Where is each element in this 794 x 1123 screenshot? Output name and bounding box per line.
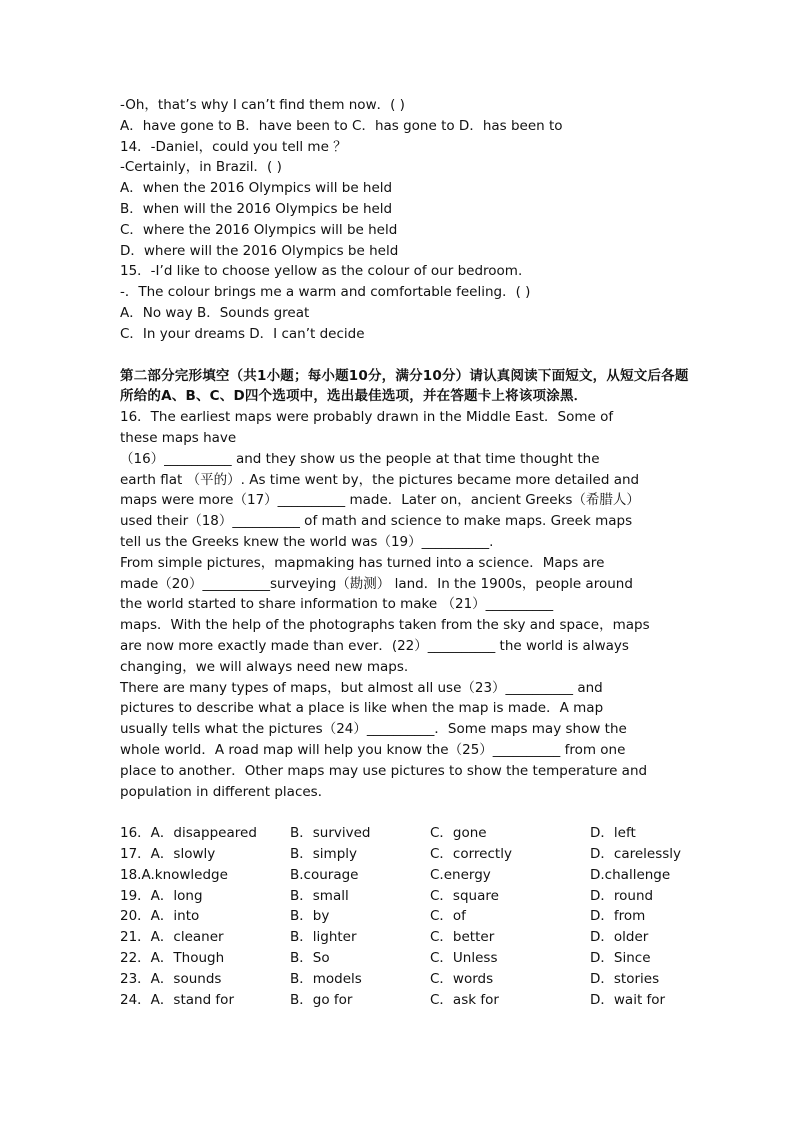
- text-line: 15．-I’d like to choose yellow as the colour of our bedroom.: [120, 263, 523, 280]
- option-c: C．ask for: [430, 991, 499, 1008]
- option-row: [120, 865, 690, 886]
- passage-line: 16．The earliest maps were probably drawn in the Middle East．Some of: [120, 409, 614, 426]
- option-a: 24．A．stand for: [120, 991, 234, 1008]
- passage-line: these maps have: [120, 429, 237, 446]
- passage-line: earth flat （平的）. As time went by，the pictures became more detailed and: [120, 471, 640, 488]
- option-a: 21．A．cleaner: [120, 929, 224, 946]
- option-c: C．gone: [430, 825, 487, 842]
- option-b: B．by: [290, 908, 330, 925]
- option-row: [120, 927, 690, 948]
- text-line: -．The colour brings me a warm and comfortable feeling．( ): [120, 284, 531, 301]
- option-b: B．lighter: [290, 929, 357, 946]
- passage-line: place to another．Other maps may use pictures to show the temperature and: [120, 762, 648, 779]
- option-a: 23．A．sounds: [120, 970, 222, 987]
- text-line: D．where will the 2016 Olympics be held: [120, 242, 399, 259]
- option-b: B.courage: [290, 866, 359, 883]
- passage-line: population in different places．: [120, 783, 332, 800]
- exam-page: [120, 95, 690, 1010]
- option-row: [120, 844, 690, 865]
- option-c: C．correctly: [430, 846, 512, 863]
- text-line: C．In your dreams D．I can’t decide: [120, 325, 365, 342]
- passage-line: usually tells what the pictures（24）__________．Some maps may show the: [120, 721, 627, 738]
- answer-options: [120, 823, 690, 1010]
- option-row: [120, 823, 690, 844]
- option-row: [120, 990, 690, 1011]
- option-c: C．Unless: [430, 950, 498, 967]
- option-d: D．left: [590, 825, 636, 842]
- option-c: C.energy: [430, 866, 491, 883]
- passage-line: maps were more（17）__________ made．Later on，ancient Greeks（希腊人）: [120, 492, 640, 509]
- option-a: 17．A．slowly: [120, 846, 216, 863]
- option-d: D．carelessly: [590, 846, 682, 863]
- section1-questions: [120, 95, 690, 345]
- option-a: 22．A．Though: [120, 950, 225, 967]
- option-b: B．So: [290, 950, 330, 967]
- option-d: D．from: [590, 908, 646, 925]
- option-b: B．small: [290, 887, 349, 904]
- option-d: D．round: [590, 887, 654, 904]
- section-heading: 第二部分完形填空（共1小题；每小题10分，满分10分）请认真阅读下面短文，从短文后各题所给的A、B、C、D四个选项中，选出最佳选项，并在答题卡上将该项涂黑．: [120, 367, 689, 405]
- option-b: B．simply: [290, 846, 358, 863]
- passage-line: whole world．A road map will help you know the（25）__________ from one: [120, 741, 626, 758]
- passage-line: are now more exactly made than ever．(22）__________ the world is always: [120, 637, 629, 654]
- text-line: A．when the 2016 Olympics will be held: [120, 180, 393, 197]
- text-line: B．when will the 2016 Olympics be held: [120, 200, 393, 217]
- passage-line: pictures to describe what a place is like when the map is made．A map: [120, 700, 604, 717]
- option-d: D．Since: [590, 950, 651, 967]
- passage-line: changing，we will always need new maps.: [120, 658, 409, 675]
- option-c: C．of: [430, 908, 466, 925]
- option-a: 18.A.knowledge: [120, 866, 228, 883]
- option-a: 16．A．disappeared: [120, 825, 257, 842]
- passage-line: made（20）__________surveying（勘测） land．In the 1900s，people around: [120, 575, 633, 592]
- passage: [120, 407, 690, 802]
- passage-line: （16）__________ and they show us the people at that time thought the: [120, 450, 600, 467]
- option-d: D．wait for: [590, 991, 666, 1008]
- option-row: [120, 886, 690, 907]
- passage-line: maps．With the help of the photographs taken from the sky and space，maps: [120, 617, 650, 634]
- passage-line: used their（18）__________ of math and science to make maps. Greek maps: [120, 513, 633, 530]
- option-d: D.challenge: [590, 866, 671, 883]
- option-row: [120, 906, 690, 927]
- text-line: -Certainly，in Brazil．( ): [120, 159, 282, 176]
- option-c: C．square: [430, 887, 499, 904]
- passage-line: tell us the Greeks knew the world was（19）__________.: [120, 533, 494, 550]
- option-d: D．older: [590, 929, 649, 946]
- text-line: 14．-Daniel，could you tell me ？: [120, 138, 347, 155]
- option-b: B．models: [290, 970, 362, 987]
- text-line: -Oh，that’s why I can’t find them now．( ): [120, 97, 405, 113]
- option-b: B．survived: [290, 825, 371, 842]
- passage-line: the world started to share information to make （21）__________: [120, 596, 554, 613]
- option-c: C．words: [430, 970, 494, 987]
- option-c: C．better: [430, 929, 495, 946]
- section2-cloze: [120, 366, 690, 1011]
- option-a: 19．A．long: [120, 887, 203, 904]
- option-d: D．stories: [590, 970, 660, 987]
- passage-line: There are many types of maps，but almost all use（23）__________ and: [120, 679, 603, 696]
- option-b: B．go for: [290, 991, 353, 1008]
- option-row: [120, 969, 690, 990]
- text-line: C．where the 2016 Olympics will be held: [120, 221, 398, 238]
- text-line: A．have gone to B．have been to C．has gone to D．has been to: [120, 117, 563, 134]
- option-row: [120, 948, 690, 969]
- passage-line: From simple pictures，mapmaking has turned into a science．Maps are: [120, 554, 605, 571]
- text-line: A．No way B．Sounds great: [120, 304, 310, 321]
- option-a: 20．A．into: [120, 908, 200, 925]
